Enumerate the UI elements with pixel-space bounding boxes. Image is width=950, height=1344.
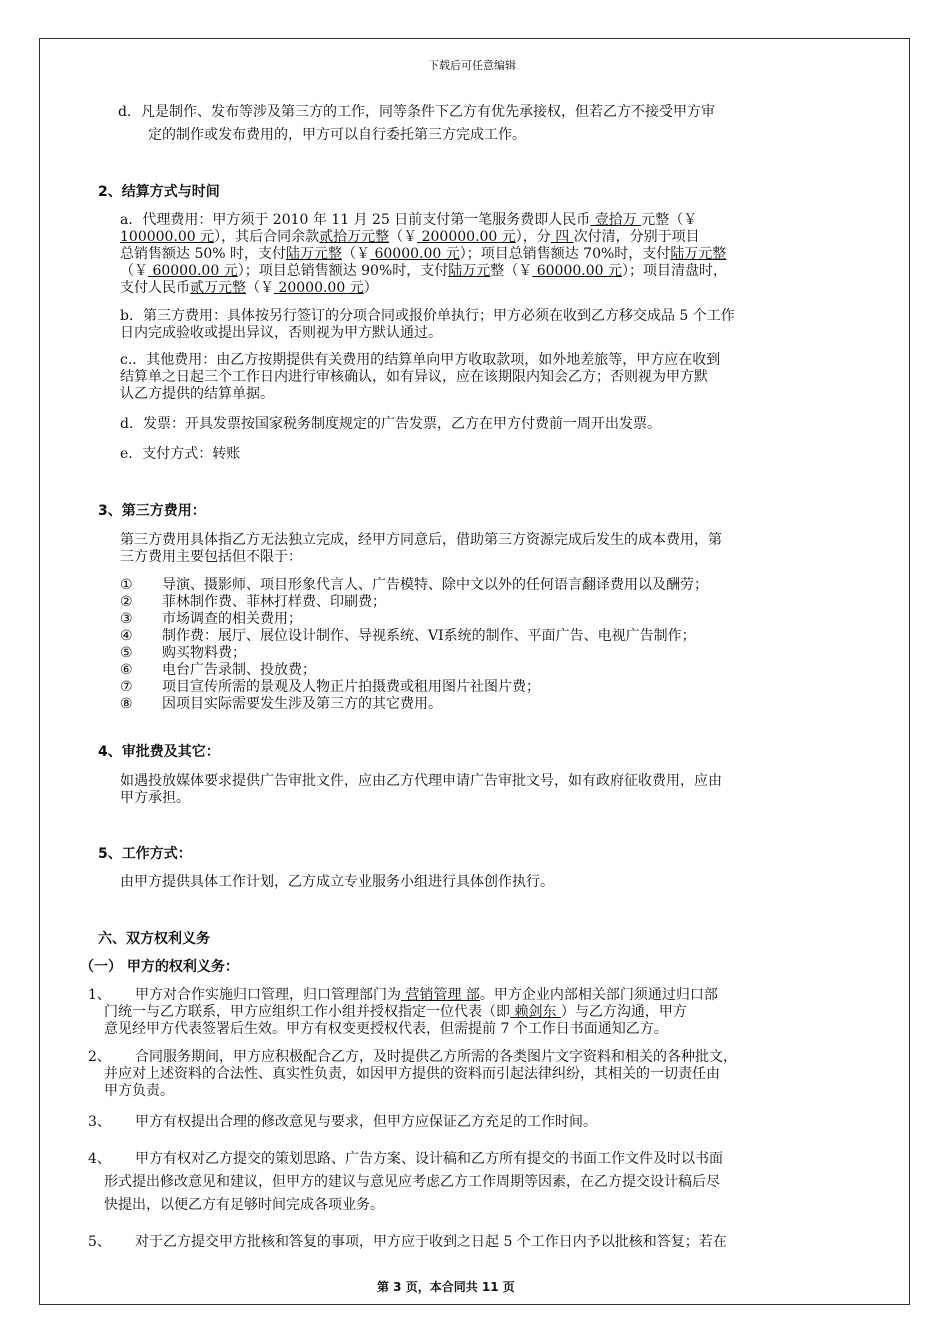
clause-2a-line2: 100000.00 元），其后合同余款贰拾万元整（￥ 200000.00 元），分 四 次付清，分别于项目 [120,229,700,245]
department-name: 营销管理 部 [401,987,480,1003]
item-5-line1: 对于乙方提交甲方批核和答复的事项，甲方应于收到之日起 5 个工作日内予以批核和答复；若在 [135,1234,727,1250]
clause-2d-line: d．发票：开具发票按国家税务制度规定的广告发票，乙方在甲方付费前一周开出发票。 [120,416,661,432]
item-2-line3: 甲方负责。 [104,1083,174,1099]
list-item: ① 导演、摄影师、项目形象代言人、广告模特、除中文以外的任何语言翻译费用以及酬劳； [120,577,708,593]
section-5-heading: 5、工作方式： [98,846,192,862]
list-item: ⑤ 购买物料费； [120,645,246,661]
clause-2e-line: e．支付方式：转账 [120,446,241,462]
section-2-heading: 2、结算方式与时间 [98,184,220,200]
item-1-line2: 门统一与乙方联系，甲方应组织工作小组并授权指定一位代表（即 赖剑东 ）与乙方沟通，甲方 [104,1004,687,1020]
list-item: ③ 市场调查的相关费用； [120,611,302,627]
clause-2c-line1: c.．其他费用：由乙方按期提供有关费用的结算单向甲方收取款项，如外地差旅等，甲方应在收到 [120,352,721,368]
list-item: ② 菲林制作费、菲林打样费、印刷费； [120,594,386,610]
item-1-line1: 甲方对合作实施归口管理，归口管理部门为 营销管理 部。甲方企业内部相关部门须通过归口部 [135,987,718,1003]
item-4-line1: 甲方有权对乙方提交的策划思路、广告方案、设计稿和乙方所有提交的书面工作文件及时以书面 [135,1151,723,1167]
clause-1d-line1: d．凡是制作、发布等涉及第三方的工作，同等条件下乙方有优先承接权，但若乙方不接受甲方审 [118,104,715,120]
item-3-line1: 甲方有权提出合理的修改意见与要求，但甲方应保证乙方充足的工作时间。 [135,1114,597,1130]
clause-2b-line1: b．第三方费用：具体按另行签订的分项合同或报价单执行；甲方必须在收到乙方移交成品 5 个工作 [120,308,735,324]
item-number: 2、 [88,1049,111,1065]
section-3-para-line1: 第三方费用具体指乙方无法独立完成，经甲方同意后，借助第三方资源完成后发生的成本费用，第 [120,532,722,548]
list-item: ④ 制作费：展厅、展位设计制作、导视系统、VI系统的制作、平面广告、电视广告制作； [120,628,696,644]
item-number: 4、 [88,1151,111,1167]
section-5-para-line1: 由甲方提供具体工作计划，乙方成立专业服务小组进行具体创作执行。 [120,874,554,890]
section-3-heading: 3、第三方费用： [98,503,206,519]
list-item: ⑥ 电台广告录制、投放费； [120,662,316,678]
page-footer: 第 3 页，本合同共 11 页 [377,1280,515,1294]
section-6-subheading: （一） 甲方的权利义务： [80,959,239,975]
clause-2a-line4: （￥ 60000.00 元）；项目总销售额达 90%时，支付陆万元整（￥ 60000.00 元）；项目清盘时， [120,263,727,279]
item-number: 3、 [88,1114,111,1130]
clause-2b-line2: 日内完成验收或提出异议，否则视为甲方默认通过。 [120,325,442,341]
item-number: 1、 [88,987,111,1003]
amount-first-payment: 壹拾万 [590,212,642,228]
section-4-para-line1: 如遇投放媒体要求提供广告审批文件，应由乙方代理申请广告审批文号，如有政府征收费用，应由 [120,773,722,789]
section-4-heading: 4、审批费及其它： [98,744,220,760]
list-item: ⑦ 项目宣传所需的景观及人物正片拍摄费或租用图片社图片费； [120,679,540,695]
clause-2a-line1: a．代理费用：甲方须于 2010 年 11 月 25 日前支付第一笔服务费即人民币 壹拾万 元整（￥ [120,212,698,228]
clause-2c-line3: 认乙方提供的结算单据。 [120,386,274,402]
item-1-line3: 意见经甲方代表签署后生效。甲方有权变更授权代表，但需提前 7 个工作日书面通知乙方。 [104,1021,668,1037]
clause-2a-line5: 支付人民币贰万元整（￥ 20000.00 元） [120,280,378,296]
item-number: 5、 [88,1234,111,1250]
clause-2c-line2: 结算单之日起三个工作日内进行审核确认，如有异议，应在该期限内知会乙方；否则视为甲方默 [120,369,708,385]
section-4-para-line2: 甲方承担。 [120,790,190,806]
section-3-para-line2: 三方费用主要包括但不限于： [120,549,302,565]
section-6-heading: 六、双方权利义务 [98,931,210,947]
item-4-line2: 形式提出修改意见和建议，但甲方的建议与意见应考虑乙方工作周期等因素，在乙方提交设计稿后尽 [104,1174,720,1190]
representative-name: 赖剑东 [510,1004,561,1020]
clause-2a-line3: 总销售额达 50% 时，支付陆万元整（￥ 60000.00 元）；项目总销售额达 70%时，支付陆万元整 [120,246,727,262]
item-2-line2: 并应对上述资料的合法性、真实性负责，如因甲方提供的资料而引起法律纠纷，其相关的一切责任由 [104,1066,720,1082]
list-item: ⑧ 因项目实际需要发生涉及第三方的其它费用。 [120,696,442,712]
item-2-line1: 合同服务期间，甲方应积极配合乙方，及时提供乙方所需的各类图片文字资料和相关的各种批文， [135,1049,737,1065]
item-4-line3: 快提出，以便乙方有足够时间完成各项业务。 [104,1197,384,1213]
clause-1d-line2: 定的制作或发布费用的，甲方可以自行委托第三方完成工作。 [148,127,526,143]
header-note: 下载后可任意编辑 [428,59,516,72]
